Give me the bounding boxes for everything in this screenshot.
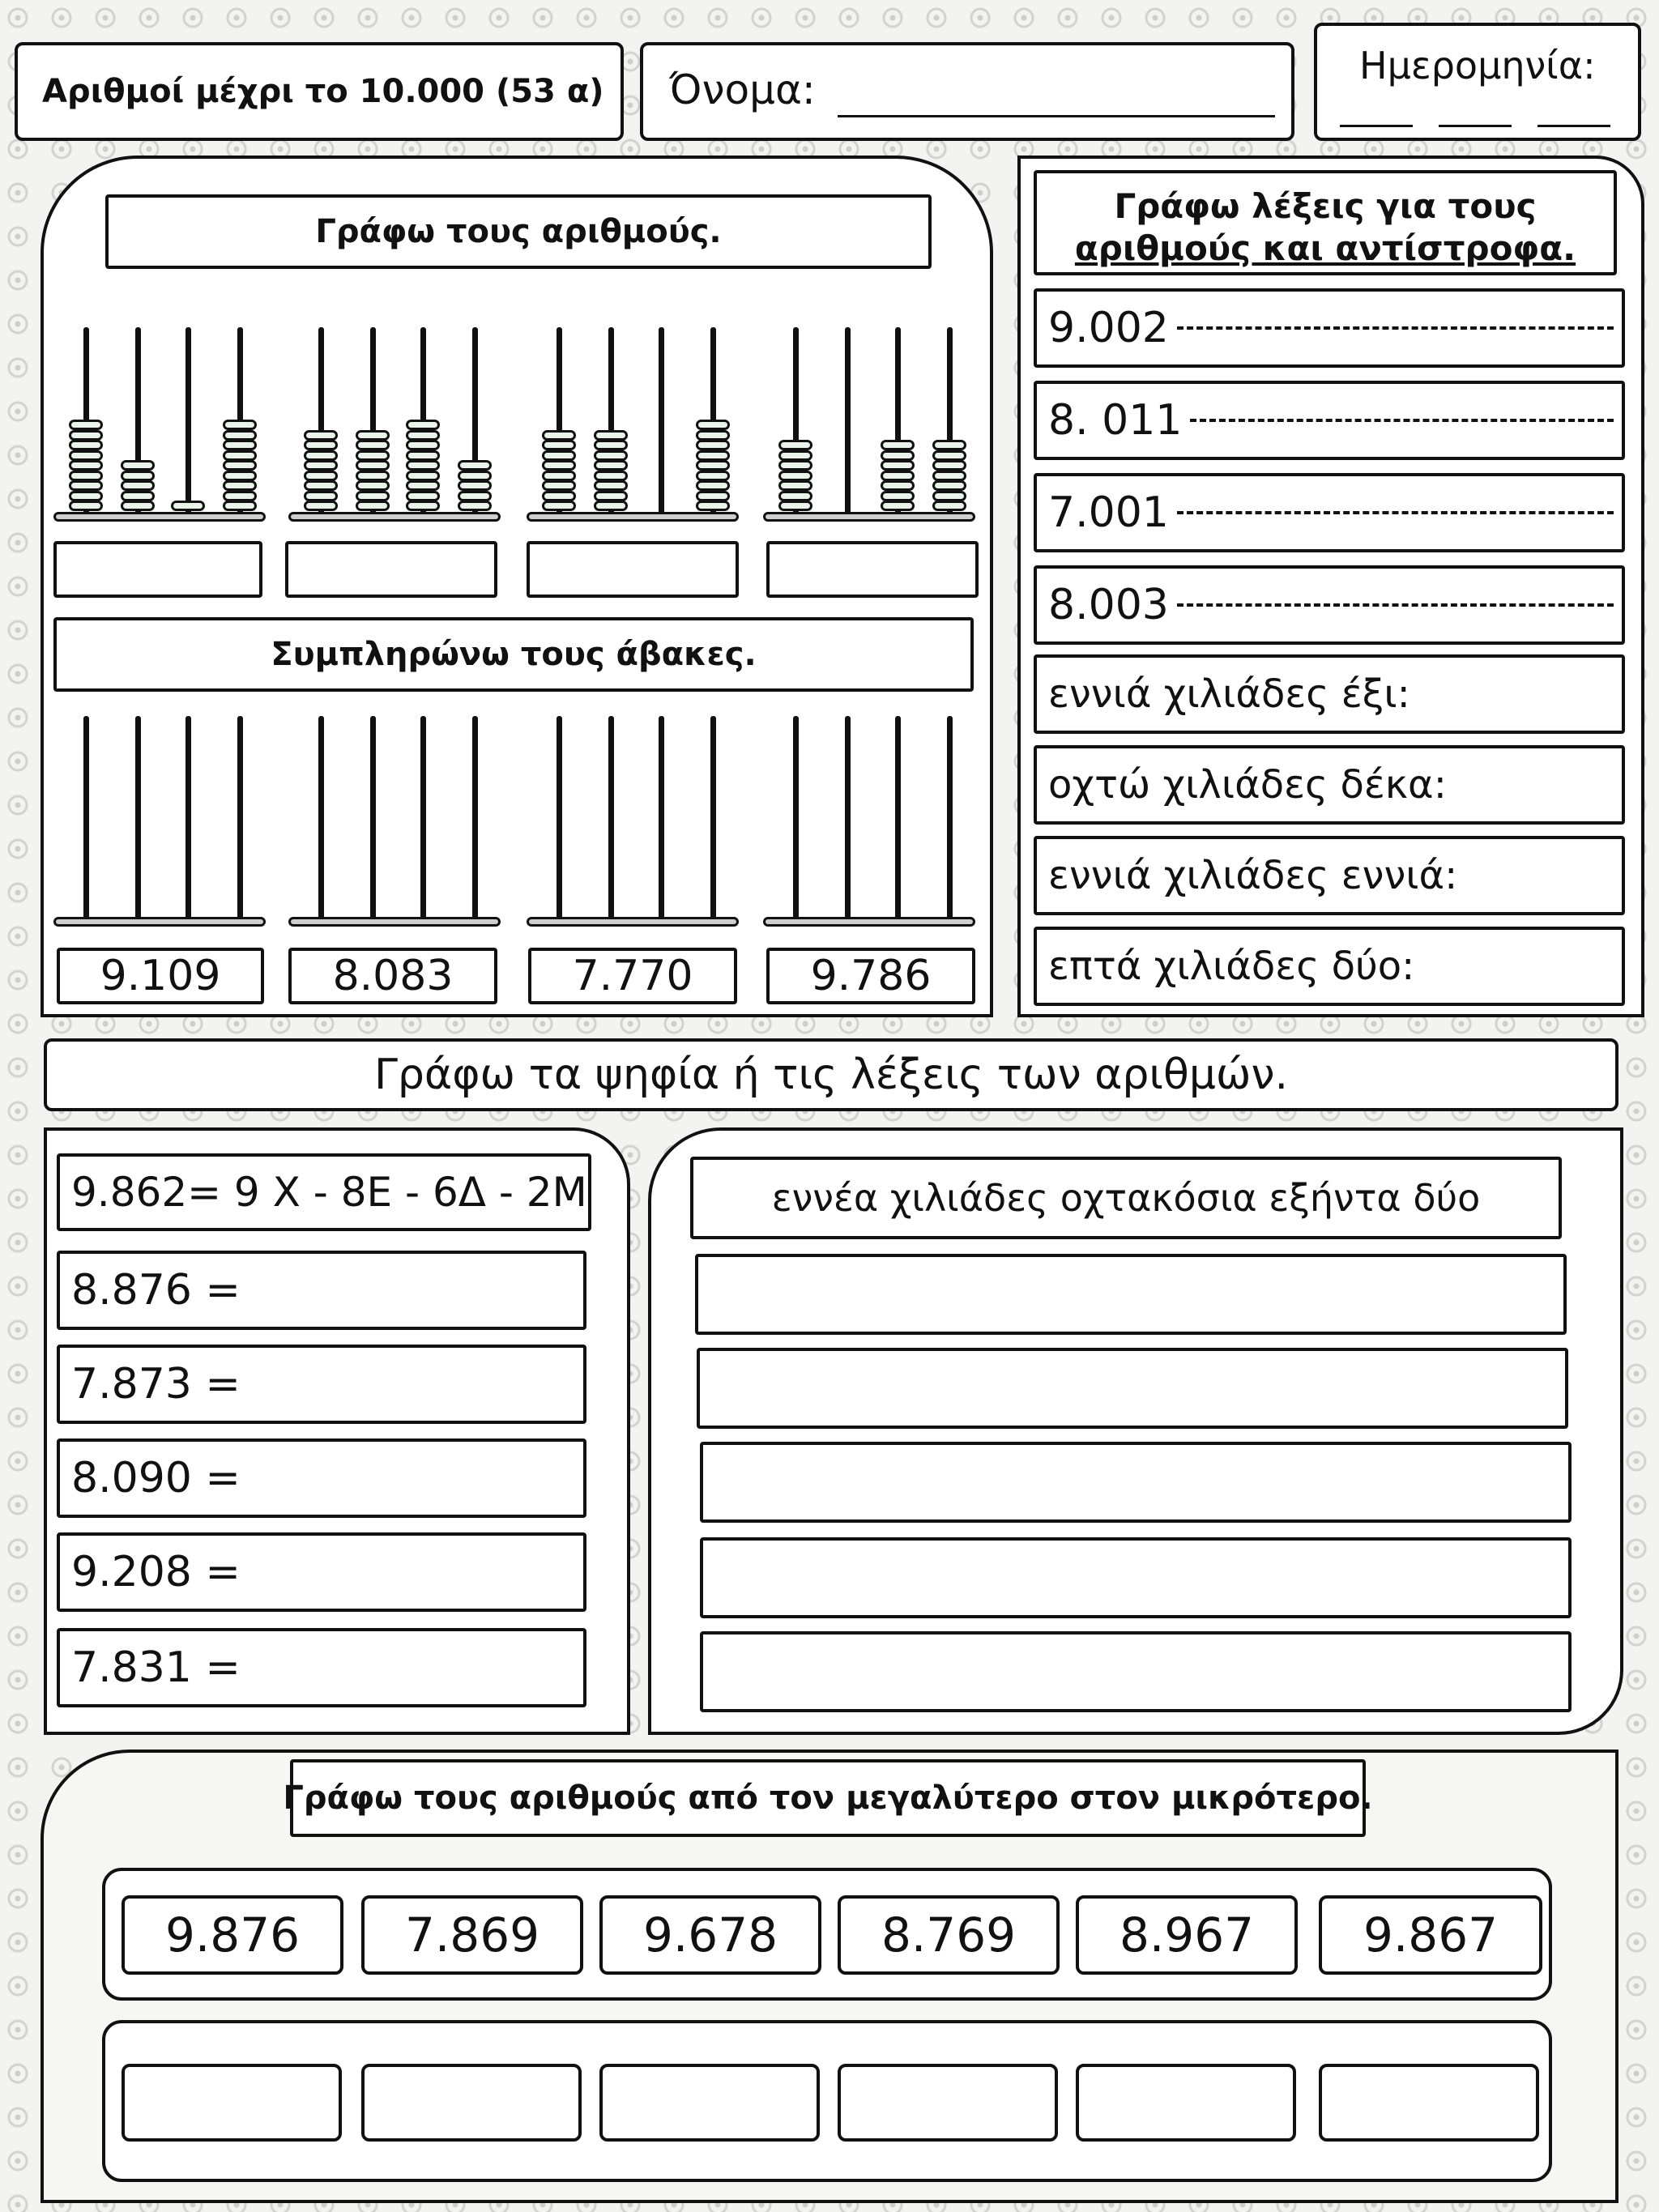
digits-row-1[interactable]: 8.876 = <box>57 1251 586 1330</box>
abacus-number-4: 9.786 <box>766 948 975 1004</box>
abacus-rod <box>895 716 901 920</box>
abacus-bead <box>121 471 155 481</box>
abacus-bead <box>594 440 628 450</box>
abacus-bead <box>223 491 257 501</box>
abacus-base <box>53 512 266 522</box>
digits-row-2[interactable]: 7.873 = <box>57 1345 586 1424</box>
digits-heading: Γράφω τα ψηφία ή τις λέξεις των αριθμών. <box>44 1038 1618 1111</box>
date-line-day[interactable] <box>1340 125 1413 127</box>
abacus-bead <box>223 501 257 511</box>
abacus-bead <box>69 420 103 430</box>
abacus-number-3: 7.770 <box>528 948 737 1004</box>
abacus-rod <box>710 716 716 920</box>
words-answer-3[interactable] <box>700 1442 1572 1523</box>
order-answer-3[interactable] <box>599 2064 820 2142</box>
abacus-bead <box>458 501 492 511</box>
abacus-bead <box>69 480 103 491</box>
abacus-bead <box>406 491 440 501</box>
abacus-bead <box>778 501 812 511</box>
words-example: εννέα χιλιάδες οχτακόσια εξήντα δύο <box>690 1157 1562 1239</box>
abacus-bead <box>778 471 812 481</box>
abacus-bead <box>458 471 492 481</box>
name-label: Όνομα: <box>669 66 816 113</box>
number-row-1[interactable]: 9.002 <box>1034 288 1625 368</box>
title-box <box>15 42 624 141</box>
abacus-bead <box>696 450 730 461</box>
abacus-bead <box>121 501 155 511</box>
abacus-bead <box>881 491 915 501</box>
order-answer-4[interactable] <box>838 2064 1058 2142</box>
abacus-base <box>763 917 975 927</box>
abacus-rod <box>370 716 376 920</box>
abacus-bead <box>171 501 205 511</box>
abacus-base <box>288 917 501 927</box>
answer-dash-line <box>1190 419 1614 422</box>
abacus-rod <box>845 327 851 515</box>
abacus-bead <box>778 480 812 491</box>
abacus-rod <box>659 327 664 515</box>
abacus-bead <box>696 491 730 501</box>
abacus-rod <box>135 716 141 920</box>
abacus-rod <box>420 716 426 920</box>
abacus-rod <box>608 716 614 920</box>
answer-dash-line <box>1177 326 1614 330</box>
abacus-rod <box>83 716 89 920</box>
abacus-base <box>53 917 266 927</box>
abacus-bead <box>304 450 338 461</box>
answer-box-2[interactable] <box>285 541 497 598</box>
abacus-bead <box>542 501 576 511</box>
number-row-4[interactable]: 8.003 <box>1034 565 1625 645</box>
phrase-row-1[interactable]: εννιά χιλιάδες έξι: <box>1034 654 1625 734</box>
abacus-bead <box>223 471 257 481</box>
abacus-bead <box>406 471 440 481</box>
name-line[interactable] <box>838 115 1275 117</box>
abacus-rod <box>318 716 324 920</box>
abacus-bead <box>223 430 257 441</box>
abacus-bead <box>356 460 390 471</box>
digits-row-5[interactable]: 7.831 = <box>57 1628 586 1707</box>
answer-dash-line <box>1177 511 1614 514</box>
abacus-rod <box>186 716 191 920</box>
abacus-bead <box>696 471 730 481</box>
abacus-bead <box>121 480 155 491</box>
abacus-bead <box>881 450 915 461</box>
order-heading: Γράφω τους αριθμούς από τον μεγαλύτερο στον μικρότερο. <box>290 1759 1366 1837</box>
abacus-bead <box>223 440 257 450</box>
abacus-bead <box>932 501 966 511</box>
phrase-row-2[interactable]: οχτώ χιλιάδες δέκα: <box>1034 745 1625 825</box>
abacus-bead <box>542 450 576 461</box>
answer-dash-line <box>1177 603 1614 607</box>
abacus-bead <box>69 460 103 471</box>
order-answer-2[interactable] <box>361 2064 582 2142</box>
abacus-bead <box>542 480 576 491</box>
order-number-3: 9.678 <box>599 1895 821 1975</box>
abacus-bead <box>69 450 103 461</box>
abacus-bead <box>406 460 440 471</box>
abacus-bead <box>696 430 730 441</box>
phrase-row-3[interactable]: εννιά χιλιάδες εννιά: <box>1034 836 1625 915</box>
abacus-bead <box>121 460 155 471</box>
abacus-bead <box>932 440 966 450</box>
order-answer-6[interactable] <box>1319 2064 1539 2142</box>
digits-example: 9.862= 9 Χ - 8Ε - 6Δ - 2Μ <box>57 1153 591 1231</box>
abacus-bead <box>778 440 812 450</box>
date-line-year[interactable] <box>1537 125 1610 127</box>
abacus-base <box>527 917 739 927</box>
date-box <box>1314 23 1641 141</box>
date-line-month[interactable] <box>1439 125 1512 127</box>
words-answer-1[interactable] <box>695 1254 1567 1335</box>
abacus-bead <box>223 420 257 430</box>
abacus-bead <box>406 440 440 450</box>
digits-row-3[interactable]: 8.090 = <box>57 1438 586 1518</box>
abacus-bead <box>69 471 103 481</box>
abacus-bead <box>881 480 915 491</box>
abacus-bead <box>223 480 257 491</box>
abacus-bead <box>356 480 390 491</box>
abacus-bead <box>406 430 440 441</box>
abacus-bead <box>304 430 338 441</box>
abacus-bead <box>304 501 338 511</box>
fill-abacus-heading: Συμπληρώνω τους άβακες. <box>53 617 974 692</box>
abacus-rod <box>186 327 191 515</box>
abacus-bead <box>594 480 628 491</box>
abacus-bead <box>542 460 576 471</box>
abacus-rod <box>237 716 243 920</box>
abacus-bead <box>458 491 492 501</box>
abacus-bead <box>304 440 338 450</box>
abacus-bead <box>696 420 730 430</box>
abacus-number-2: 8.083 <box>288 948 497 1004</box>
abacus-bead <box>542 440 576 450</box>
words-heading: Γράφω λέξεις για τους αριθμούς και αντίστροφα. <box>1034 170 1617 275</box>
abacus-number-1: 9.109 <box>57 948 264 1004</box>
order-number-2: 7.869 <box>361 1895 583 1975</box>
abacus-base <box>288 512 501 522</box>
abacus-bead <box>696 480 730 491</box>
abacus-rod <box>557 716 562 920</box>
abacus-bead <box>542 430 576 441</box>
abacus-bead <box>594 430 628 441</box>
abacus-bead <box>356 430 390 441</box>
abacus-bead <box>304 471 338 481</box>
abacus-bead <box>594 471 628 481</box>
number-row-3[interactable]: 7.001 <box>1034 473 1625 552</box>
abacus-bead <box>69 430 103 441</box>
answer-box-3[interactable] <box>527 541 739 598</box>
abacus-bead <box>304 460 338 471</box>
answer-box-4[interactable] <box>766 541 979 598</box>
abacus-bead <box>696 501 730 511</box>
abacus-bead <box>406 501 440 511</box>
abacus-bead <box>778 450 812 461</box>
abacus-bead <box>932 480 966 491</box>
abacus-bead <box>932 450 966 461</box>
abacus-base <box>763 512 975 522</box>
words-answer-5[interactable] <box>700 1631 1572 1712</box>
abacus-bead <box>542 491 576 501</box>
abacus-bead <box>356 501 390 511</box>
abacus-bead <box>356 491 390 501</box>
abacus-bead <box>356 450 390 461</box>
abacus-bead <box>121 491 155 501</box>
order-answer-1[interactable] <box>122 2064 342 2142</box>
abacus-rod <box>793 716 799 920</box>
name-box <box>640 42 1294 141</box>
abacus-bead <box>932 471 966 481</box>
answer-box-1[interactable] <box>53 541 262 598</box>
abacus-rod <box>472 716 478 920</box>
digits-row-4[interactable]: 9.208 = <box>57 1532 586 1612</box>
abacus-bead <box>594 460 628 471</box>
worksheet-title: Αριθμοί μέχρι το 10.000 (53 α) <box>42 73 604 110</box>
abacus-bead <box>406 450 440 461</box>
abacus-bead <box>304 480 338 491</box>
abacus-bead <box>406 480 440 491</box>
abacus-bead <box>223 460 257 471</box>
abacus-bead <box>696 460 730 471</box>
abacus-rod <box>947 716 953 920</box>
order-answer-5[interactable] <box>1076 2064 1296 2142</box>
abacus-rod <box>659 716 664 920</box>
order-number-4: 8.769 <box>838 1895 1060 1975</box>
abacus-bead <box>304 491 338 501</box>
abacus-bead <box>458 460 492 471</box>
abacus-bead <box>594 450 628 461</box>
abacus-bead <box>881 471 915 481</box>
abacus-bead <box>356 440 390 450</box>
abacus-bead <box>778 491 812 501</box>
order-number-1: 9.876 <box>122 1895 343 1975</box>
abacus-bead <box>778 460 812 471</box>
order-number-6: 9.867 <box>1319 1895 1542 1975</box>
abacus-bead <box>696 440 730 450</box>
words-answer-2[interactable] <box>697 1348 1568 1429</box>
abacus-bead <box>932 460 966 471</box>
abacus-bead <box>594 491 628 501</box>
abacus-rod <box>845 716 851 920</box>
abacus-bead <box>69 491 103 501</box>
phrase-row-4[interactable]: επτά χιλιάδες δύο: <box>1034 927 1625 1006</box>
abacus-bead <box>594 501 628 511</box>
words-answer-4[interactable] <box>700 1537 1572 1618</box>
abacus-bead <box>542 471 576 481</box>
number-row-2[interactable]: 8. 011 <box>1034 381 1625 460</box>
write-numbers-heading: Γράφω τους αριθμούς. <box>105 194 932 269</box>
abacus-bead <box>223 450 257 461</box>
abacus-bead <box>69 440 103 450</box>
abacus-bead <box>458 480 492 491</box>
abacus-bead <box>406 420 440 430</box>
abacus-bead <box>932 491 966 501</box>
abacus-bead <box>881 460 915 471</box>
abacus-bead <box>881 440 915 450</box>
abacus-bead <box>356 471 390 481</box>
order-number-5: 8.967 <box>1076 1895 1298 1975</box>
abacus-bead <box>69 501 103 511</box>
abacus-base <box>527 512 739 522</box>
date-label: Ημερομηνία: <box>1359 44 1596 87</box>
abacus-bead <box>881 501 915 511</box>
